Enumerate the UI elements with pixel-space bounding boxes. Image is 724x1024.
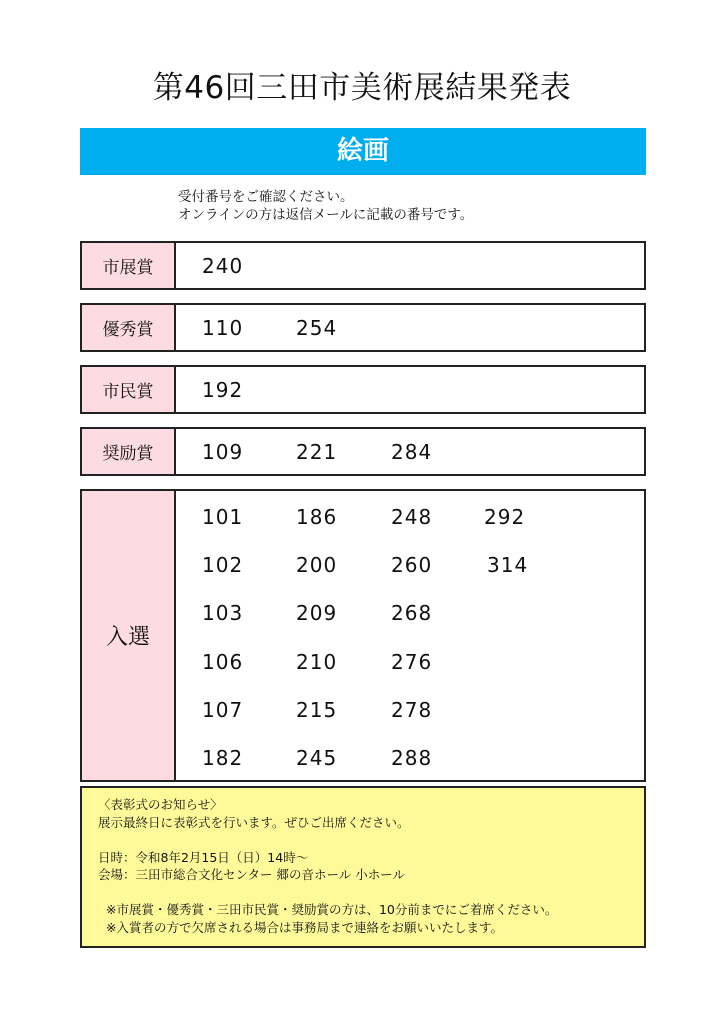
entry-number: 215 xyxy=(296,698,338,722)
award-numbers xyxy=(176,243,644,288)
entry-number: 284 xyxy=(391,440,433,464)
entry-number: 107 xyxy=(202,698,244,722)
award-label: 奨励賞 xyxy=(82,429,176,474)
award-row-excellence xyxy=(80,303,646,352)
entry-number: 209 xyxy=(296,601,338,625)
entry-number: 288 xyxy=(391,746,433,770)
entry-number: 101 xyxy=(202,505,244,529)
info-line: 展示最終日に表彰式を行います。ぜひご出席ください。 xyxy=(98,814,410,830)
entry-number: 260 xyxy=(391,553,433,577)
ceremony-datetime: 日時：令和8年2月15日（日）14時〜 xyxy=(98,849,309,865)
note-line: オンラインの方は返信メールに記載の番号です。 xyxy=(178,207,474,223)
entry-number: 314 xyxy=(487,553,529,577)
entry-number: 210 xyxy=(296,650,338,674)
ceremony-info-box xyxy=(80,786,646,948)
award-label: 優秀賞 xyxy=(82,305,176,350)
entry-number: 278 xyxy=(391,698,433,722)
entry-number: 192 xyxy=(202,378,244,402)
entry-number: 245 xyxy=(296,746,338,770)
note-line: 受付番号をご確認ください。 xyxy=(178,189,354,205)
entry-number: 254 xyxy=(296,316,338,340)
entry-number: 103 xyxy=(202,601,244,625)
entry-number: 200 xyxy=(296,553,338,577)
entry-number: 221 xyxy=(296,440,338,464)
entry-number: 276 xyxy=(391,650,433,674)
entry-number: 248 xyxy=(391,505,433,529)
entry-number: 268 xyxy=(391,601,433,625)
award-numbers xyxy=(176,367,644,412)
award-row-selected xyxy=(80,489,646,782)
award-label: 市展賞 xyxy=(82,243,176,288)
award-row-encouragement xyxy=(80,427,646,476)
award-row-citizen-prize xyxy=(80,365,646,414)
info-notice: ※入賞者の方で欠席される場合は事務局まで連絡をお願いいたします。 xyxy=(106,919,503,935)
info-heading: 〈表彰式のお知らせ〉 xyxy=(98,797,223,812)
instruction-note xyxy=(178,188,473,224)
award-row-city-prize xyxy=(80,241,646,290)
entry-number: 182 xyxy=(202,746,244,770)
award-numbers xyxy=(176,429,644,474)
ceremony-venue: 会場：三田市総合文化センター 郷の音ホール 小ホール xyxy=(98,867,405,882)
award-numbers xyxy=(176,491,644,780)
info-notice: ※市展賞・優秀賞・三田市民賞・奨励賞の方は、10分前までにご着席ください。 xyxy=(106,902,558,917)
category-banner: 絵画 xyxy=(80,128,646,175)
entry-number: 106 xyxy=(202,650,244,674)
entry-number: 240 xyxy=(202,254,244,278)
entry-number: 102 xyxy=(202,553,244,577)
page-title: 第46回三田市美術展結果発表 xyxy=(152,70,572,106)
award-label: 市民賞 xyxy=(82,367,176,412)
award-numbers xyxy=(176,305,644,350)
entry-number: 186 xyxy=(296,505,338,529)
entry-number: 109 xyxy=(202,440,244,464)
award-label: 入選 xyxy=(82,491,176,780)
entry-number: 110 xyxy=(202,316,244,340)
entry-number: 292 xyxy=(484,505,526,529)
